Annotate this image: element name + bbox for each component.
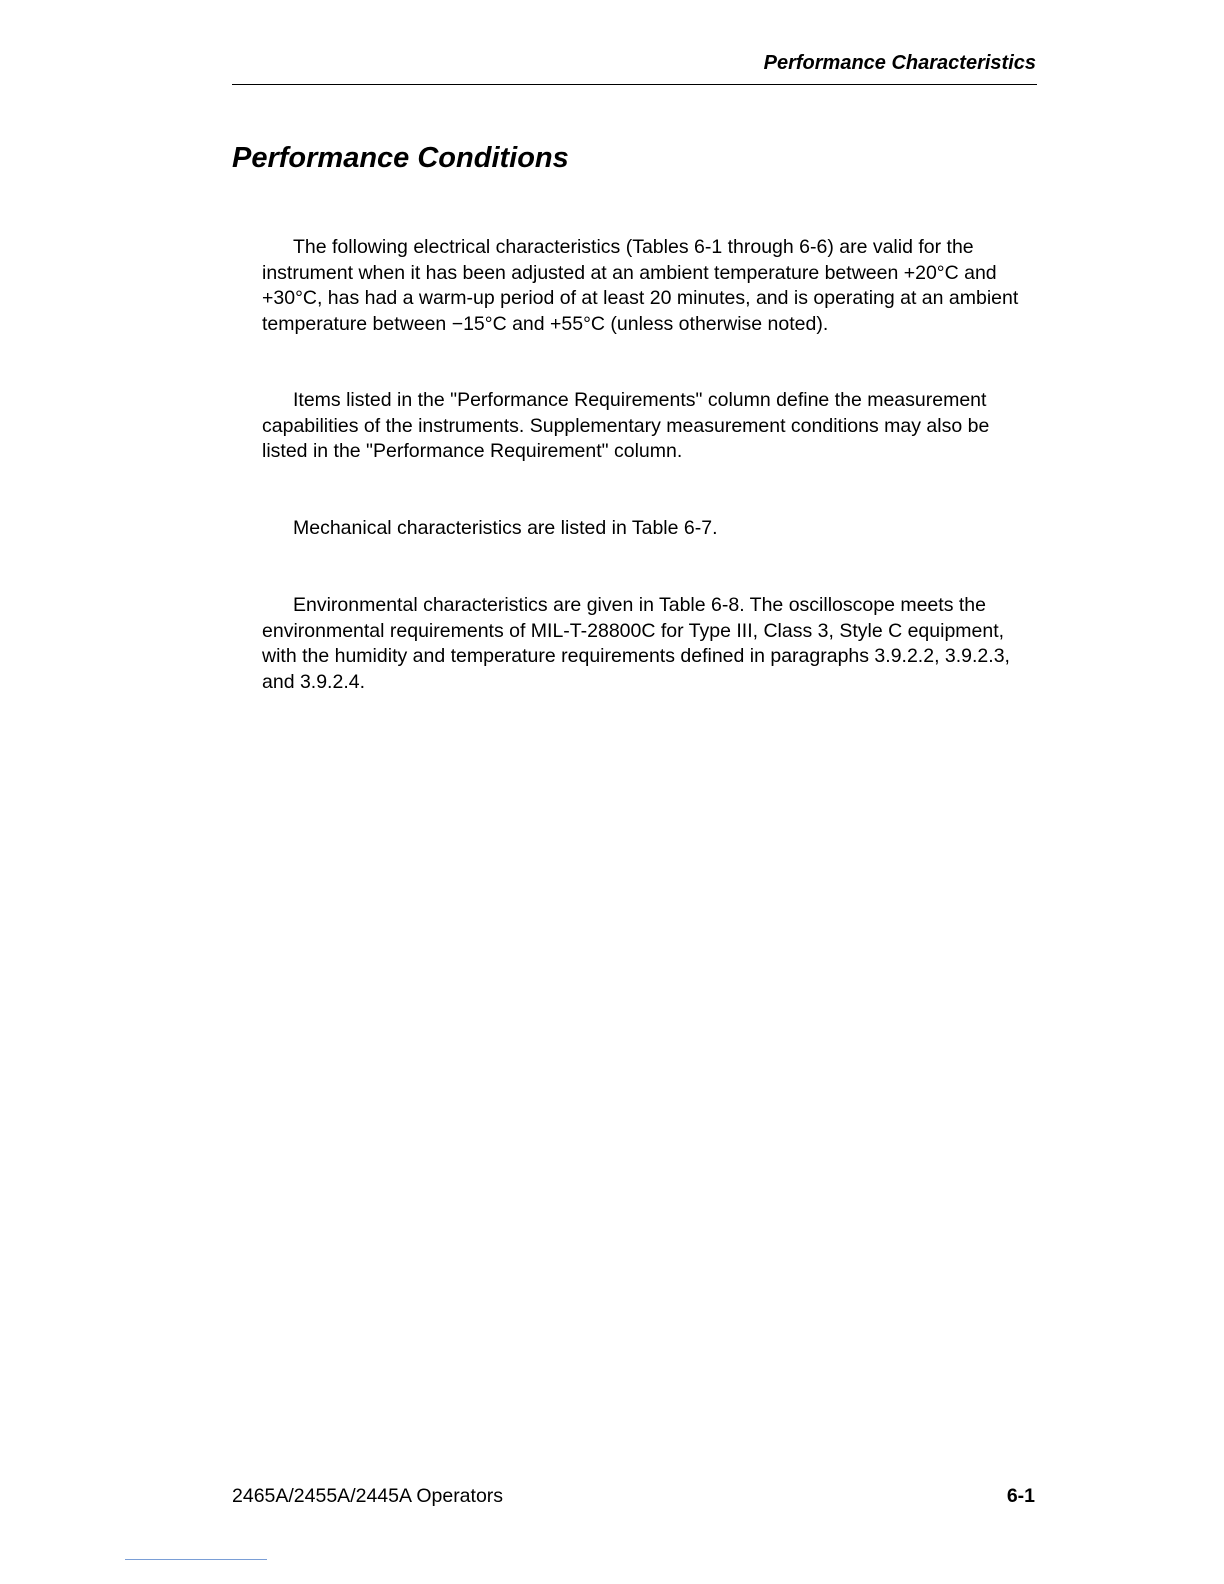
paragraph-text: Items listed in the "Performance Requirements" column define the measurement capabilities of the instruments. Supplementary measurement conditions may also be listed in the "Performance Requirement" column.: [262, 389, 990, 463]
body-paragraph-requirements: [262, 388, 1037, 465]
paragraph-text: Environmental characteristics are given in Table 6-8. The oscilloscope meets the environmental requirements of MIL-T-28800C for Type III, Class 3, Style C equipment, with the humidity and temperature requirements defined in paragraphs 3.9.2.2, 3.9.2.3, and 3.9.2.4.: [262, 594, 1010, 694]
section-title: Performance Conditions: [232, 142, 569, 174]
body-paragraph-mechanical: [262, 516, 1037, 542]
footer-manual-title: 2465A/2455A/2445A Operators: [232, 1485, 504, 1507]
footer-page-number: 6-1: [1006, 1485, 1035, 1507]
scan-edge-mark: [125, 1559, 267, 1560]
header-rule: [232, 84, 1037, 85]
running-header: Performance Characteristics: [763, 52, 1036, 74]
paragraph-text: Mechanical characteristics are listed in Table 6-7.: [293, 517, 718, 539]
body-paragraph-electrical: [262, 235, 1037, 338]
paragraph-text: The following electrical characteristics (Tables 6-1 through 6-6) are valid for the instrument when it has been adjusted at an ambient temperature between +20°C and +30°C, has had a warm-up period of at least 20 minutes, and is operating at an ambient temperature between −15°C and +55°C (unless otherwise noted).: [262, 236, 1019, 336]
body-paragraph-environmental: [262, 593, 1037, 696]
